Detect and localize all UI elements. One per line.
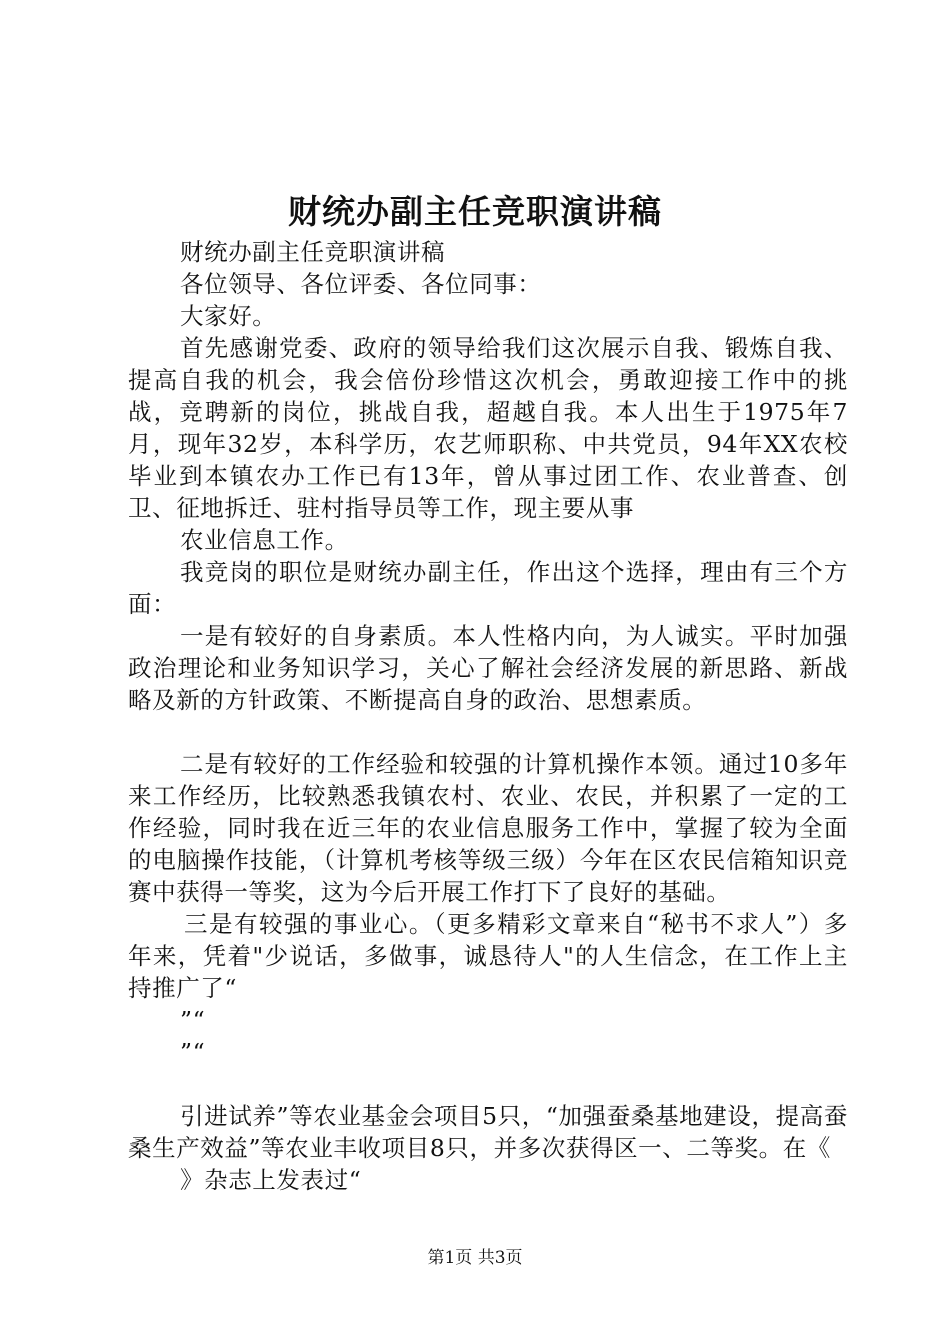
page-number-footer: 第1页 共3页 [427, 1248, 523, 1268]
paragraph-projects: 引进试养”等农业基金会项目5只，“加强蚕桑基地建设，提高蚕桑生产效益”等农业丰收项目8只，并多次获得区一、二等奖。在《 [128, 1102, 848, 1162]
blank-line [128, 1068, 848, 1100]
salutation: 各位领导、各位评委、各位同事： [180, 270, 542, 298]
quote-fragment-2: ”“ [180, 1038, 206, 1066]
document-title: 财统办副主任竞职演讲稿 [288, 192, 662, 231]
subtitle-line: 财统办副主任竞职演讲稿 [180, 238, 446, 266]
paragraph-publication: 》杂志上发表过“ [180, 1166, 362, 1194]
greeting: 大家好。 [180, 302, 277, 330]
paragraph-intro-cont: 农业信息工作。 [180, 526, 349, 554]
document-body [128, 236, 848, 1196]
paragraph-reason-two: 二是有较好的工作经验和较强的计算机操作本领。通过10多年来工作经历，比较熟悉我镇农村、农业、农民，并积累了一定的工作经验，同时我在近三年的农业信息服务工作中，掌握了较为全面的电脑操作技能，（计算机考核等级三级）今年在区农民信箱知识竞赛中获得一等奖，这为今后开展工作打下了良好的基础。 [128, 750, 848, 906]
paragraph-reason-one: 一是有较好的自身素质。本人性格内向，为人诚实。平时加强政治理论和业务知识学习，关心了解社会经济发展的新思路、新战略及新的方针政策、不断提高自身的政治、思想素质。 [128, 622, 848, 714]
paragraph-reasons: 我竞岗的职位是财统办副主任，作出这个选择，理由有三个方面： [128, 558, 848, 618]
blank-line [128, 716, 848, 748]
paragraph-reason-three: 三是有较强的事业心。（更多精彩文章来自“秘书不求人”）多年来，凭着"少说话，多做事，诚恳待人"的人生信念，在工作上主持推广了“ [128, 910, 848, 1002]
quote-fragment-1: ”“ [180, 1006, 206, 1034]
paragraph-intro: 首先感谢党委、政府的领导给我们这次展示自我、锻炼自我、提高自我的机会，我会倍份珍惜这次机会，勇敢迎接工作中的挑战，竞聘新的岗位，挑战自我，超越自我。本人出生于1975年7月，现年32岁，本科学历，农艺师职称、中共党员，94年XX农校毕业到本镇农办工作已有13年，曾从事过团工作、农业普查、创卫、征地拆迁、驻村指导员等工作，现主要从事 [128, 334, 848, 522]
